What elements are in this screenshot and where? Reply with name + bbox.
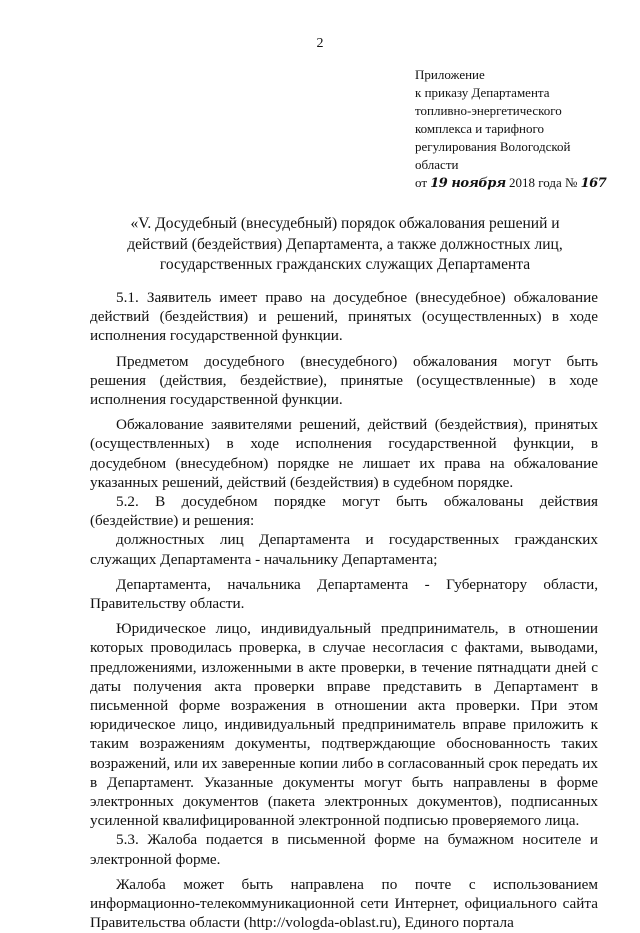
appendix-line: регулирования Вологодской (415, 139, 571, 154)
handwritten-number: 167 (580, 176, 607, 191)
section-title: «V. Досудебный (внесудебный) порядок обжалования решений и действий (бездействия) Департамента, а также должностных лиц, государственных гражданских служащих Департамента (127, 215, 563, 273)
paragraph: 5.1. Заявитель имеет право на досудебное (внесудебное) обжалование действий (бездействия) и решений, принятых (осуществленных) в ходе исполнения государственной функции. (90, 289, 598, 345)
body-text (90, 288, 598, 933)
paragraph: Жалоба может быть направлена по почте с использованием информационно-телекоммуникационной сети Интернет, официального сайта Правительства области (http://vologda-oblast.ru), Единого портала (90, 875, 598, 932)
date-year: 2018 года № (508, 175, 578, 190)
paragraph: Предметом досудебного (внесудебного) обжалования могут быть решения (действия, бездействие), принятые (осуществленные) в ходе исполнения государственной функции. (90, 352, 598, 409)
date-prefix: от (415, 175, 428, 190)
paragraph: должностных лиц Департамента и государственных гражданских служащих Департамента - начальнику Департамента; (90, 531, 598, 568)
appendix-line: топливно-энергетического (415, 103, 562, 118)
appendix-block (415, 66, 630, 193)
appendix-date-line (415, 174, 630, 193)
handwritten-date: 19 ноября (430, 176, 506, 191)
appendix-line: области (415, 157, 459, 172)
paragraph: Юридическое лицо, индивидуальный предприниматель, в отношении которых проводилась проверка, в случае несогласия с фактами, выводами, предложениями, изложенными в акте проверки, в течение пятнадцати дней с даты получения акта проверки вправе представить в Департамент в письменной форме возражения в отношении акта проверки. При этом юридическое лицо, индивидуальный предприниматель вправе приложить к таким возражениям документы, подтверждающие обоснованность таких возражений, или их заверенные копии либо в согласованный срок передать их в Департамент. Указанные документы могут быть направлены в форме электронных документов (пакета электронных документов), подписанных усиленной квалифицированной электронной подписью проверяемого лица. (90, 620, 598, 830)
paragraph: 5.3. Жалоба подается в письменной форме на бумажном носителе и электронной форме. (90, 831, 598, 868)
appendix-line: комплекса и тарифного (415, 121, 544, 136)
paragraph: 5.2. В досудебном порядке могут быть обжалованы действия (бездействие) и решения: (90, 493, 598, 530)
paragraph: Департамента, начальника Департамента - Губернатору области, Правительству области. (90, 575, 598, 613)
appendix-line: к приказу Департамента (415, 85, 550, 100)
page-number: 2 (316, 36, 324, 51)
appendix-line: Приложение (415, 67, 485, 82)
paragraph: Обжалование заявителями решений, действий (бездействия), принятых (осуществленных) в ходе исполнения государственной функции, в досудебном (внесудебном) порядке не лишает их права на обжалование указанных решений, действий (бездействия) в судебном порядке. (90, 416, 598, 491)
